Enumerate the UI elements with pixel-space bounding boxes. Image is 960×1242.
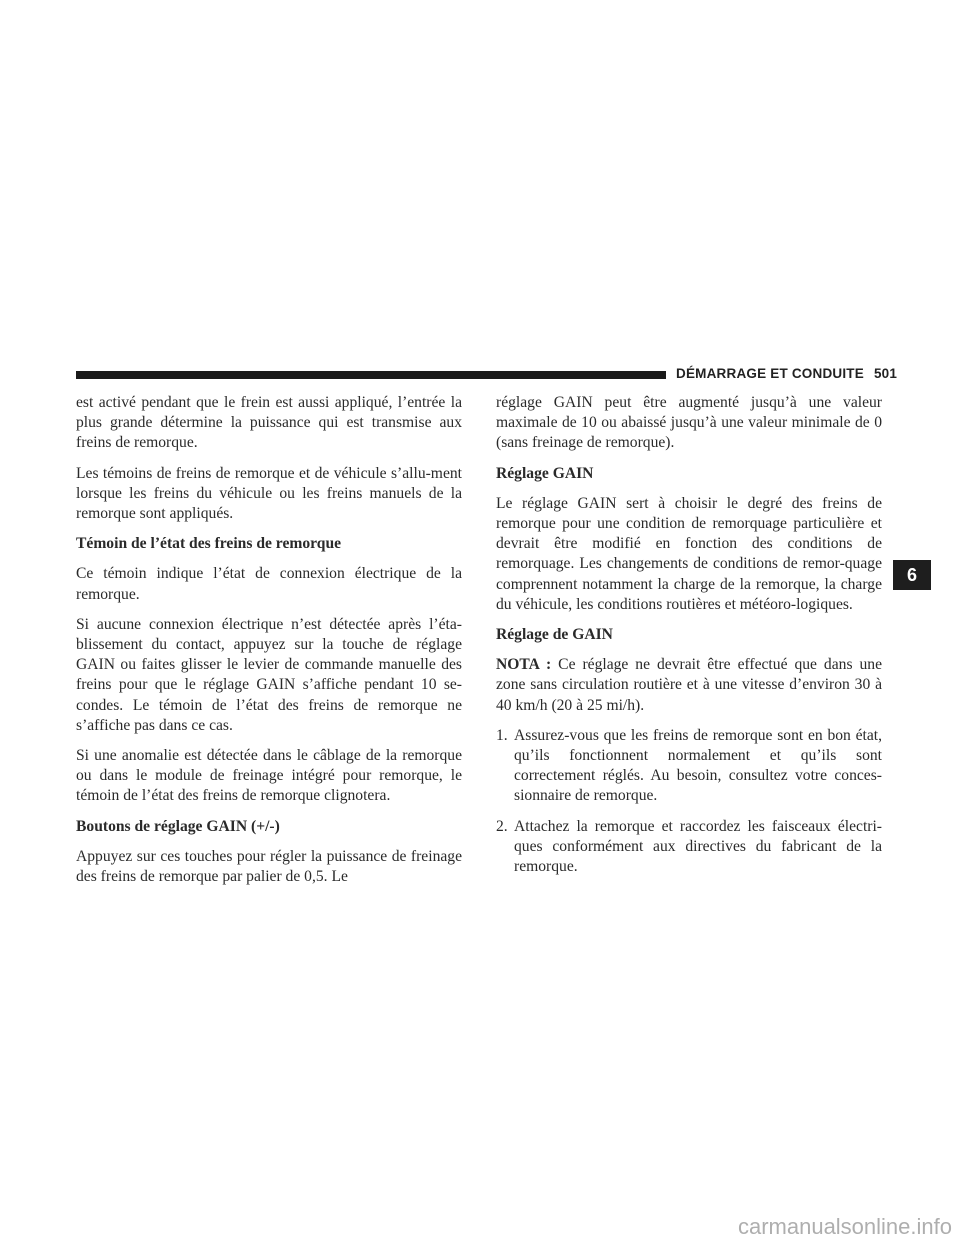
section-heading: Boutons de réglage GAIN (+/-) (76, 817, 280, 835)
left-column (76, 393, 462, 897)
section-title: DÉMARRAGE ET CONDUITE (676, 366, 864, 381)
section-heading: Témoin de l’état des freins de remorque (76, 535, 342, 553)
list-item (496, 726, 882, 807)
steps-list (496, 726, 882, 877)
page-number: 501 (873, 366, 898, 381)
step-number: 2. (496, 817, 508, 835)
paragraph: Les témoins de freins de remorque et de véhicule s’allu-ment lorsque les freins du véhicule ou les freins manuels de la remorque sont appliqués. (76, 464, 462, 523)
paragraph: Le réglage GAIN sert à choisir le degré des freins de remorque pour une condition de remorquage particulière et devrait être modifié en fonction des conditions de remorquage. Les changements de conditions de remor-quage comprennent notamment la charge de la remorque, la charge du véhicule, les conditions routières et météoro-logiques. (496, 494, 882, 613)
section-heading: Réglage GAIN (496, 464, 594, 482)
step-text: Assurez-vous que les freins de remorque sont en bon état, qu’ils fonctionnent normalement et qu’ils sont correctement réglés. Au besoin, consultez votre conces-sionnaire de remorque. (514, 726, 882, 805)
step-number: 1. (496, 726, 508, 744)
chapter-tab: 6 (893, 560, 931, 590)
note-text: Ce réglage ne devrait être effectué que dans une zone sans circulation routière et à une vitesse d’environ 30 à 40 km/h (20 à 25 mi/h). (496, 656, 882, 714)
right-column (496, 393, 882, 887)
paragraph: est activé pendant que le frein est aussi appliqué, l’entrée la plus grande détermine la puissance qui est transmise aux freins de remorque. (76, 394, 462, 452)
paragraph: Si une anomalie est détectée dans le câblage de la remorque ou dans le module de freinage intégré pour remorque, le témoin de l’état des freins de remorque clignotera. (76, 747, 462, 805)
step-text: Attachez la remorque et raccordez les faisceaux électri-ques conformément aux directives du fabricant de la remorque. (514, 817, 882, 876)
list-item (496, 817, 882, 878)
section-heading: Réglage de GAIN (496, 626, 613, 644)
paragraph: Ce témoin indique l’état de connexion électrique de la remorque. (76, 565, 462, 603)
paragraph: Si aucune connexion électrique n’est détectée après l’éta-blissement du contact, appuyez sur la touche de réglage GAIN ou faites glisser le levier de commande manuelle des freins pour que le réglage GAIN s’affiche pendant 10 se-condes. Le témoin de l’état des freins de remorque ne s’affiche pas dans ce cas. (76, 615, 462, 734)
note-label: NOTA : (496, 656, 552, 674)
watermark: carmanualsonline.info (737, 1214, 952, 1239)
paragraph: Appuyez sur ces touches pour régler la puissance de freinage des freins de remorque par palier de 0,5. Le (76, 847, 462, 886)
running-header (676, 366, 897, 381)
paragraph: réglage GAIN peut être augmenté jusqu’à une valeur maximale de 10 ou abaissé jusqu’à une valeur minimale de 0 (sans freinage de remorque). (496, 394, 882, 452)
header-rule (76, 371, 666, 379)
note-paragraph (496, 655, 882, 716)
